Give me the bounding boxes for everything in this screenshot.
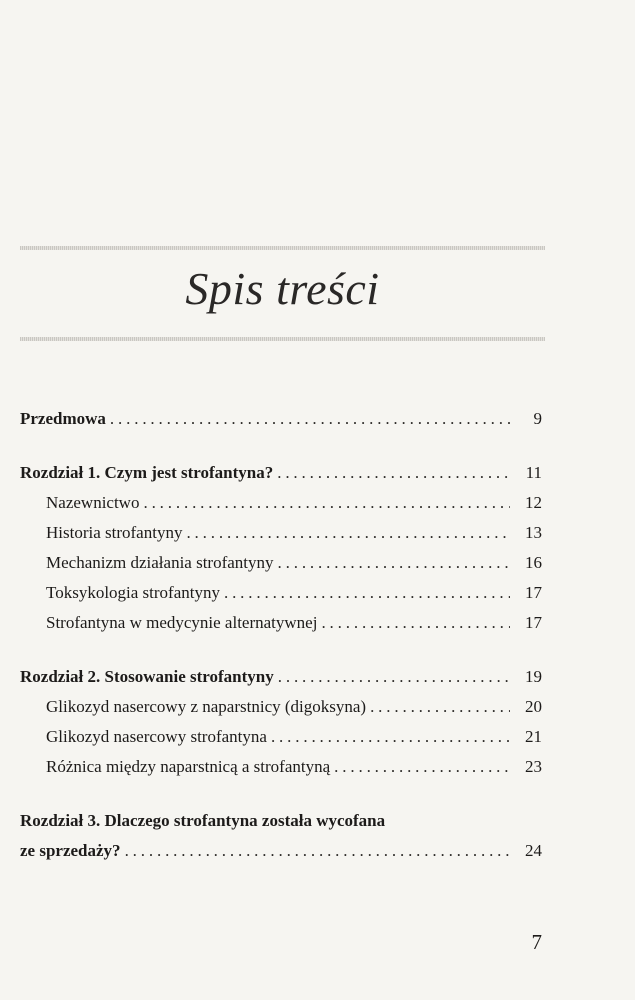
toc-entry-label: Historia strofantyny: [46, 523, 183, 542]
toc-entry-page: 21: [525, 727, 542, 746]
dot-leader: [110, 404, 510, 434]
toc-entry-page: 17: [525, 583, 542, 602]
toc-entry-page: 17: [525, 613, 542, 632]
toc-entry-page: 19: [525, 667, 542, 686]
toc-entry-label: Rozdział 1. Czym jest strofantyna?: [20, 463, 274, 482]
table-of-contents: [20, 404, 542, 866]
toc-entry-mechanizm[interactable]: [20, 548, 542, 578]
toc-entry-chapter-1[interactable]: [20, 458, 542, 488]
toc-entry-historia[interactable]: [20, 518, 542, 548]
toc-entry-chapter-3-line2: [20, 836, 542, 866]
toc-entry-label-line2: ze sprzedaży?: [20, 841, 121, 860]
dot-leader: [143, 488, 510, 518]
toc-entry-page: 13: [525, 523, 542, 542]
toc-entry-toksykologia[interactable]: [20, 578, 542, 608]
dot-leader: [334, 752, 510, 782]
toc-entry-label: Strofantyna w medycynie alternatywnej: [46, 613, 318, 632]
toc-entry-glikozyd-strofantyna[interactable]: [20, 722, 542, 752]
toc-entry-preface[interactable]: [20, 404, 542, 434]
dot-leader: [224, 578, 510, 608]
toc-entry-page: 11: [525, 463, 542, 482]
toc-entry-page: 24: [525, 841, 542, 860]
dot-leader: [370, 692, 510, 722]
toc-entry-digoksyna[interactable]: [20, 692, 542, 722]
toc-entry-label: Glikozyd nasercowy strofantyna: [46, 727, 267, 746]
dot-leader: [278, 662, 510, 692]
toc-entry-page: 12: [525, 493, 542, 512]
dot-leader: [277, 458, 510, 488]
page-title: Spis treści: [185, 263, 380, 314]
toc-entry-label: Przedmowa: [20, 409, 106, 428]
toc-entry-page: 23: [525, 757, 542, 776]
toc-entry-page: 9: [533, 409, 542, 428]
toc-entry-page: 16: [525, 553, 542, 572]
toc-entry-roznica[interactable]: [20, 752, 542, 782]
toc-entry-chapter-2[interactable]: [20, 662, 542, 692]
decorative-rule-top: [20, 246, 545, 250]
page-number: 7: [531, 930, 542, 954]
dot-leader: [278, 548, 510, 578]
toc-entry-label: Mechanizm działania strofantyny: [46, 553, 274, 572]
toc-entry-chapter-3[interactable]: [20, 806, 542, 866]
toc-entry-medycyna-alternatywna[interactable]: [20, 608, 542, 638]
decorative-rule-bottom: [20, 337, 545, 341]
toc-entry-label: Nazewnictwo: [46, 493, 140, 512]
toc-entry-nazewnictwo[interactable]: [20, 488, 542, 518]
dot-leader: [125, 836, 510, 866]
toc-entry-page: 20: [525, 697, 542, 716]
toc-entry-label: Glikozyd nasercowy z naparstnicy (digoksyna): [46, 697, 367, 716]
dot-leader: [321, 608, 510, 638]
toc-entry-label: Rozdział 2. Stosowanie strofantyny: [20, 667, 274, 686]
dot-leader: [271, 722, 510, 752]
toc-entry-label: Różnica między naparstnicą a strofantyną: [46, 757, 331, 776]
dot-leader: [186, 518, 510, 548]
toc-entry-label-line1: Rozdział 3. Dlaczego strofantyna została wycofana: [20, 811, 386, 830]
toc-entry-label: Toksykologia strofantyny: [46, 583, 220, 602]
